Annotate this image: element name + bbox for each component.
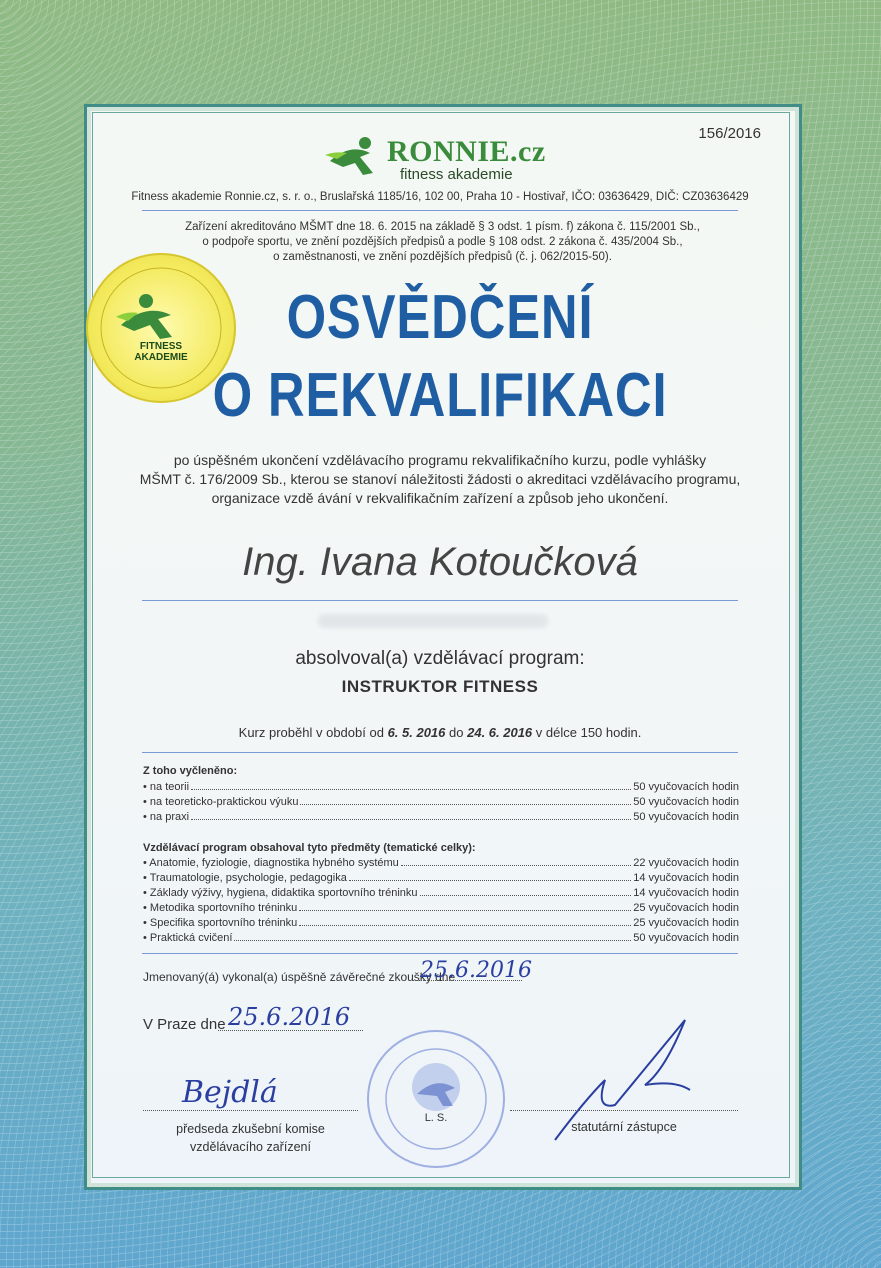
row-value: 25 vyučovacích hodin	[633, 917, 739, 929]
row-label: • Praktická cvičení	[143, 932, 233, 944]
course-prefix: Kurz proběhl v období od	[238, 725, 384, 740]
logo-brand: RONNIE.cz	[387, 135, 546, 168]
breakdown-row	[143, 794, 739, 808]
row-label: • Metodika sportovního tréninku	[143, 902, 298, 914]
exam-date: 25.6.2016	[420, 958, 532, 983]
breakdown-row	[143, 779, 739, 793]
place-date-line	[218, 1030, 363, 1031]
breakdown-heading: Z toho vyčleněno:	[143, 765, 238, 777]
course-suffix: v délce 150 hodin.	[535, 725, 642, 740]
course-period	[140, 725, 740, 740]
subject-row	[143, 900, 739, 914]
subjects-heading: Vzdělávací program obsahoval tyto předměty (tematické celky):	[143, 842, 476, 854]
subject-row	[143, 855, 739, 869]
divider	[142, 210, 738, 211]
place-label: V Praze dne	[143, 1016, 226, 1033]
course-mid: do	[449, 725, 464, 740]
row-value: 22 vyučovacích hodin	[633, 857, 739, 869]
subject-row	[143, 870, 739, 884]
certificate-title-line-1: OSVĚDČENÍ	[286, 283, 594, 352]
accreditation-line: o podpoře sportu, ve znění pozdějších předpisů a podle § 108 odst. 2 zákona č. 435/2004 Sb.,	[202, 236, 683, 248]
ls-mark: L. S.	[424, 1112, 448, 1124]
breakdown-row	[143, 809, 739, 823]
runner-logo-icon	[325, 133, 385, 183]
intro-line: po úspěšném ukončení vzdělávacího programu rekvalifikačního kurzu, podle vyhlášky	[173, 452, 707, 468]
row-value: 25 vyučovacích hodin	[633, 902, 739, 914]
intro-text	[130, 451, 750, 508]
certificate-title-line-2: O REKVALIFIKACI	[212, 361, 668, 430]
accreditation-line: Zařízení akreditováno MŠMT dne 18. 6. 2015 na základě § 3 odst. 1 písm. f) zákona č. 115/2001 Sb.,	[185, 221, 700, 233]
row-label: • Anatomie, fyziologie, diagnostika hybného systému	[143, 857, 399, 869]
logo-subtitle: fitness akademie	[400, 166, 513, 183]
subject-row	[143, 885, 739, 899]
divider	[142, 953, 738, 954]
row-label: • na praxi	[143, 811, 190, 823]
ronnie-logo	[325, 133, 555, 185]
intro-line: MŠMT č. 176/2009 Sb., kterou se stanoví náležitosti žádosti o akreditaci vzdělávacího programu,	[139, 471, 741, 487]
exam-label: Jmenovaný(á) vykonal(a) úspěšně závěrečné zkoušky dne	[143, 970, 456, 984]
row-value: 14 vyučovacích hodin	[633, 887, 739, 899]
row-label: • Specifika sportovního tréninku	[143, 917, 298, 929]
row-label: • Základy výživy, hygiena, didaktika sportovního tréninku	[143, 887, 418, 899]
chair-signature: Bejdlá	[182, 1075, 278, 1110]
accreditation-text	[150, 220, 735, 265]
row-value: 14 vyučovacích hodin	[633, 872, 739, 884]
row-value: 50 vyučovacích hodin	[633, 796, 739, 808]
recipient-name: Ing. Ivana Kotoučková	[242, 540, 638, 584]
right-signature-line	[510, 1110, 738, 1111]
row-value: 50 vyučovacích hodin	[633, 811, 739, 823]
course-from-date: 6. 5. 2016	[387, 725, 446, 740]
divider	[142, 752, 738, 753]
row-label: • na teorii	[143, 781, 190, 793]
intro-line: organizace vzdě ávání v rekvalifikačním zařízení a způsob jeho ukončení.	[211, 490, 669, 506]
exam-date-line	[412, 980, 522, 981]
statutory-caption: statutární zástupce	[571, 1120, 677, 1134]
seal-word: FITNESS	[139, 341, 183, 352]
accreditation-line: o zaměstnanosti, ve znění pozdějších předpisů (č. j. 062/2015-50).	[273, 251, 612, 263]
address-line: Fitness akademie Ronnie.cz, s. r. o., Bruslařská 1185/16, 102 00, Praha 10 - Hostivař, IČO: 03636429, DIČ: CZ03636429	[131, 191, 749, 203]
subject-row	[143, 930, 739, 944]
academy-round-stamp	[367, 1030, 505, 1168]
caption-line: vzdělávacího zařízení	[190, 1140, 311, 1154]
chair-caption	[143, 1120, 358, 1156]
row-value: 50 vyučovacích hodin	[633, 781, 739, 793]
program-name: INSTRUKTOR FITNESS	[341, 677, 539, 696]
left-signature-line	[143, 1110, 358, 1111]
subject-row	[143, 915, 739, 929]
row-value: 50 vyučovacích hodin	[633, 932, 739, 944]
serial-number: 156/2016	[698, 125, 761, 142]
place-date: 25.6.2016	[228, 1003, 351, 1031]
redacted-field	[318, 614, 548, 628]
row-label: • na teoreticko-praktickou výuku	[143, 796, 299, 808]
completed-label: absolvoval(a) vzdělávací program:	[295, 648, 585, 669]
caption-line: předseda zkušební komise	[176, 1122, 325, 1136]
seal-word: AKADEMIE	[134, 352, 188, 363]
row-label: • Traumatologie, psychologie, pedagogika	[143, 872, 347, 884]
name-underline	[142, 600, 738, 601]
course-to-date: 24. 6. 2016	[467, 725, 533, 740]
